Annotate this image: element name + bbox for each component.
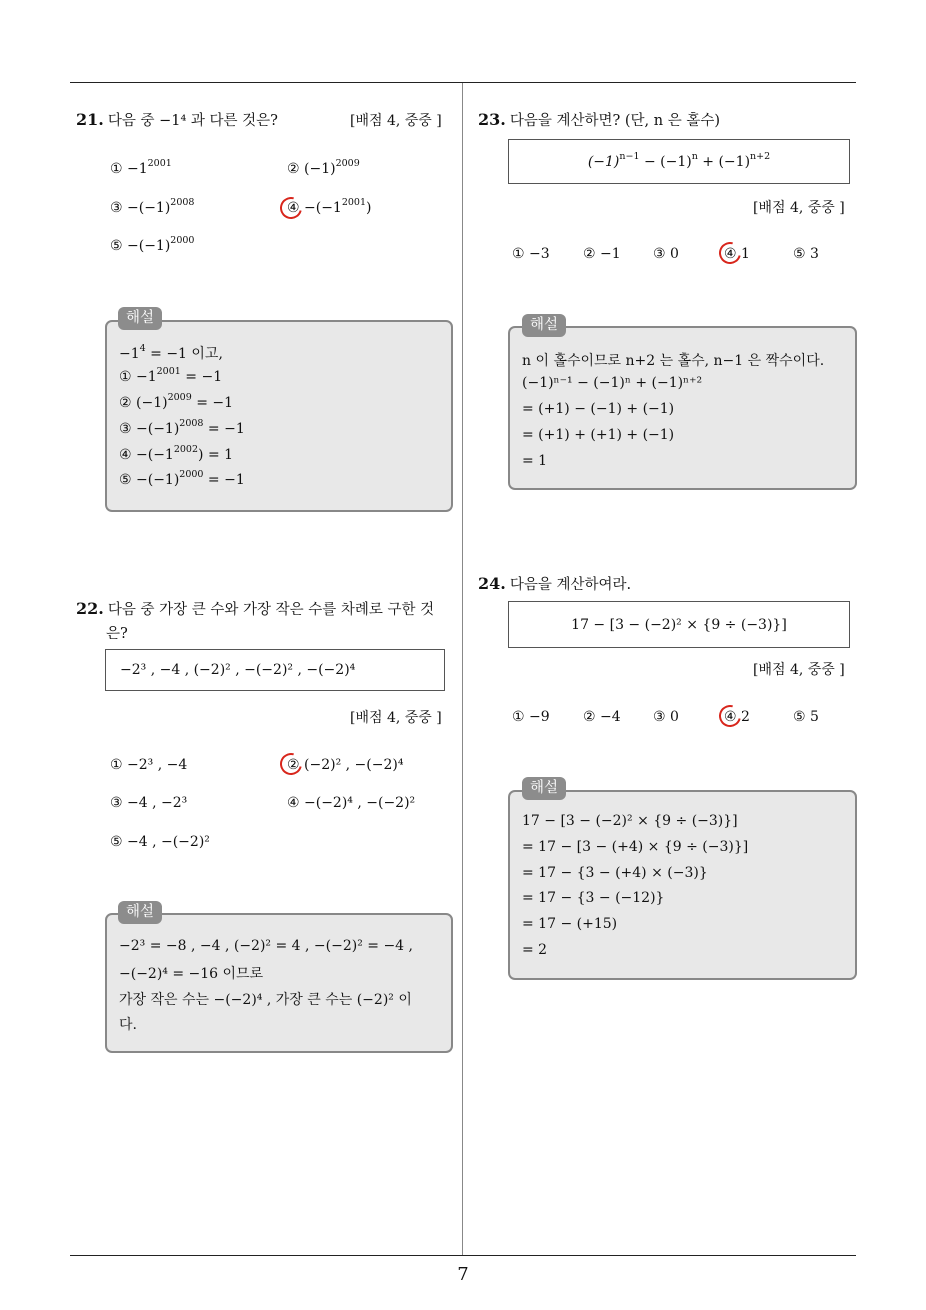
q24-option-3[interactable]: ③ 0 (653, 709, 679, 725)
q22-solution-line-2: −(−2)⁴ = −16 이므로 (119, 966, 264, 982)
q21-solution-line-1: $-1^4 = -1$ 이고, (119, 343, 223, 362)
q21-option-5[interactable]: ⑤ $-(-1)^{2000}$ (110, 235, 195, 254)
question-21-text: 다음 중 −1⁴ 과 다른 것은? (107, 113, 278, 129)
q24-option-1[interactable]: ① −9 (512, 709, 550, 725)
question-23-score: [배점 4, 중중 ] (753, 200, 845, 216)
question-24-stem (478, 573, 631, 594)
q23-option-2[interactable]: ② −1 (583, 246, 621, 262)
question-24-solution-tag: 해설 (522, 777, 566, 800)
q22-option-2[interactable]: ② (−2)² , −(−2)⁴ (287, 757, 404, 773)
q23-option-4[interactable]: ④ 1 (724, 246, 750, 262)
question-21-score: [배점 4, 중중 ] (350, 113, 442, 129)
q21-solution-line-4: ③ $-(-1)^{2008} = -1$ (119, 418, 245, 437)
question-22-text-line-2: 은? (106, 626, 128, 642)
question-22-score: [배점 4, 중중 ] (350, 710, 442, 726)
question-22-text-line-1: 다음 중 가장 큰 수와 가장 작은 수를 차례로 구한 것 (107, 602, 435, 618)
q24-option-4[interactable]: ④ 2 (724, 709, 750, 725)
q22-option-5[interactable]: ⑤ −4 , −(−2)² (110, 834, 210, 850)
top-rule (70, 82, 856, 83)
question-21-solution-tag: 해설 (118, 307, 162, 330)
q21-option-1[interactable]: ① $-1^{2001}$ (110, 158, 172, 177)
question-22-solution-tag: 해설 (118, 901, 162, 924)
q23-solution-line-3: = (+1) − (−1) + (−1) (522, 401, 675, 417)
q24-solution-line-2: = 17 − [3 − (+4) × {9 ÷ (−3)}] (522, 839, 749, 855)
question-23-solution-tag: 해설 (522, 314, 566, 337)
question-23-stem (478, 109, 720, 130)
q21-option-4[interactable]: ④ $-(-1^{2001})$ (287, 197, 372, 216)
question-24-score: [배점 4, 중중 ] (753, 662, 845, 678)
q24-solution-line-5: = 17 − (+15) (522, 916, 618, 932)
q23-option-1[interactable]: ① −3 (512, 246, 550, 262)
column-divider (462, 83, 463, 1255)
page-number: 7 (457, 1264, 469, 1285)
q21-solution-line-2: ① $-1^{2001} = -1$ (119, 366, 223, 385)
q24-option-5[interactable]: ⑤ 5 (793, 709, 819, 725)
q21-option-3[interactable]: ③ $-(-1)^{2008}$ (110, 197, 195, 216)
question-22-number: 22. (76, 599, 104, 618)
q21-option-2[interactable]: ② $(-1)^{2009}$ (287, 158, 360, 177)
question-21-number: 21. (76, 110, 104, 129)
q22-solution-line-4: 다. (119, 1017, 137, 1033)
q23-solution-line-5: = 1 (522, 453, 548, 469)
q22-option-1[interactable]: ① −2³ , −4 (110, 757, 188, 773)
question-24-text: 다음을 계산하여라. (509, 577, 632, 593)
question-22-solution-box (105, 913, 453, 1053)
q23-solution-line-2: (−1)ⁿ⁻¹ − (−1)ⁿ + (−1)ⁿ⁺² (522, 375, 703, 391)
q22-option-4[interactable]: ④ −(−2)⁴ , −(−2)² (287, 795, 416, 811)
q24-solution-line-3: = 17 − {3 − (+4) × (−3)} (522, 865, 708, 881)
question-24-number: 24. (478, 574, 506, 593)
bottom-rule (70, 1255, 856, 1256)
q22-solution-line-3: 가장 작은 수는 −(−2)⁴ , 가장 큰 수는 (−2)² 이 (119, 992, 412, 1008)
q21-solution-line-5: ④ $-(-1^{2002}) = 1$ (119, 444, 234, 463)
q23-option-5[interactable]: ⑤ 3 (793, 246, 819, 262)
question-23-expression-box: $(-1)^{n-1} - (-1)^n + (-1)^{n+2}$ (508, 139, 850, 184)
q21-solution-line-6: ⑤ $-(-1)^{2000} = -1$ (119, 469, 245, 488)
q22-solution-line-1: −2³ = −8 , −4 , (−2)² = 4 , −(−2)² = −4 , (119, 938, 413, 954)
q24-option-2[interactable]: ② −4 (583, 709, 621, 725)
q22-option-3[interactable]: ③ −4 , −2³ (110, 795, 188, 811)
q23-option-3[interactable]: ③ 0 (653, 246, 679, 262)
question-23-text: 다음을 계산하면? (단, n 은 홀수) (509, 113, 721, 129)
q21-solution-line-3: ② $(-1)^{2009} = -1$ (119, 392, 234, 411)
q23-solution-line-4: = (+1) + (+1) + (−1) (522, 427, 675, 443)
question-24-expression-box: 17 − [3 − (−2)² × {9 ÷ (−3)}] (508, 601, 850, 648)
question-21-stem (76, 109, 278, 130)
q24-solution-line-6: = 2 (522, 942, 548, 958)
question-23-number: 23. (478, 110, 506, 129)
question-22-expression-box: −2³ , −4 , (−2)² , −(−2)² , −(−2)⁴ (105, 649, 445, 691)
q23-solution-line-1: n 이 홀수이므로 n+2 는 홀수, n−1 은 짝수이다. (522, 353, 825, 369)
q24-solution-line-4: = 17 − {3 − (−12)} (522, 890, 665, 906)
question-22-stem (76, 598, 434, 619)
q24-solution-line-1: 17 − [3 − (−2)² × {9 ÷ (−3)}] (522, 813, 738, 829)
